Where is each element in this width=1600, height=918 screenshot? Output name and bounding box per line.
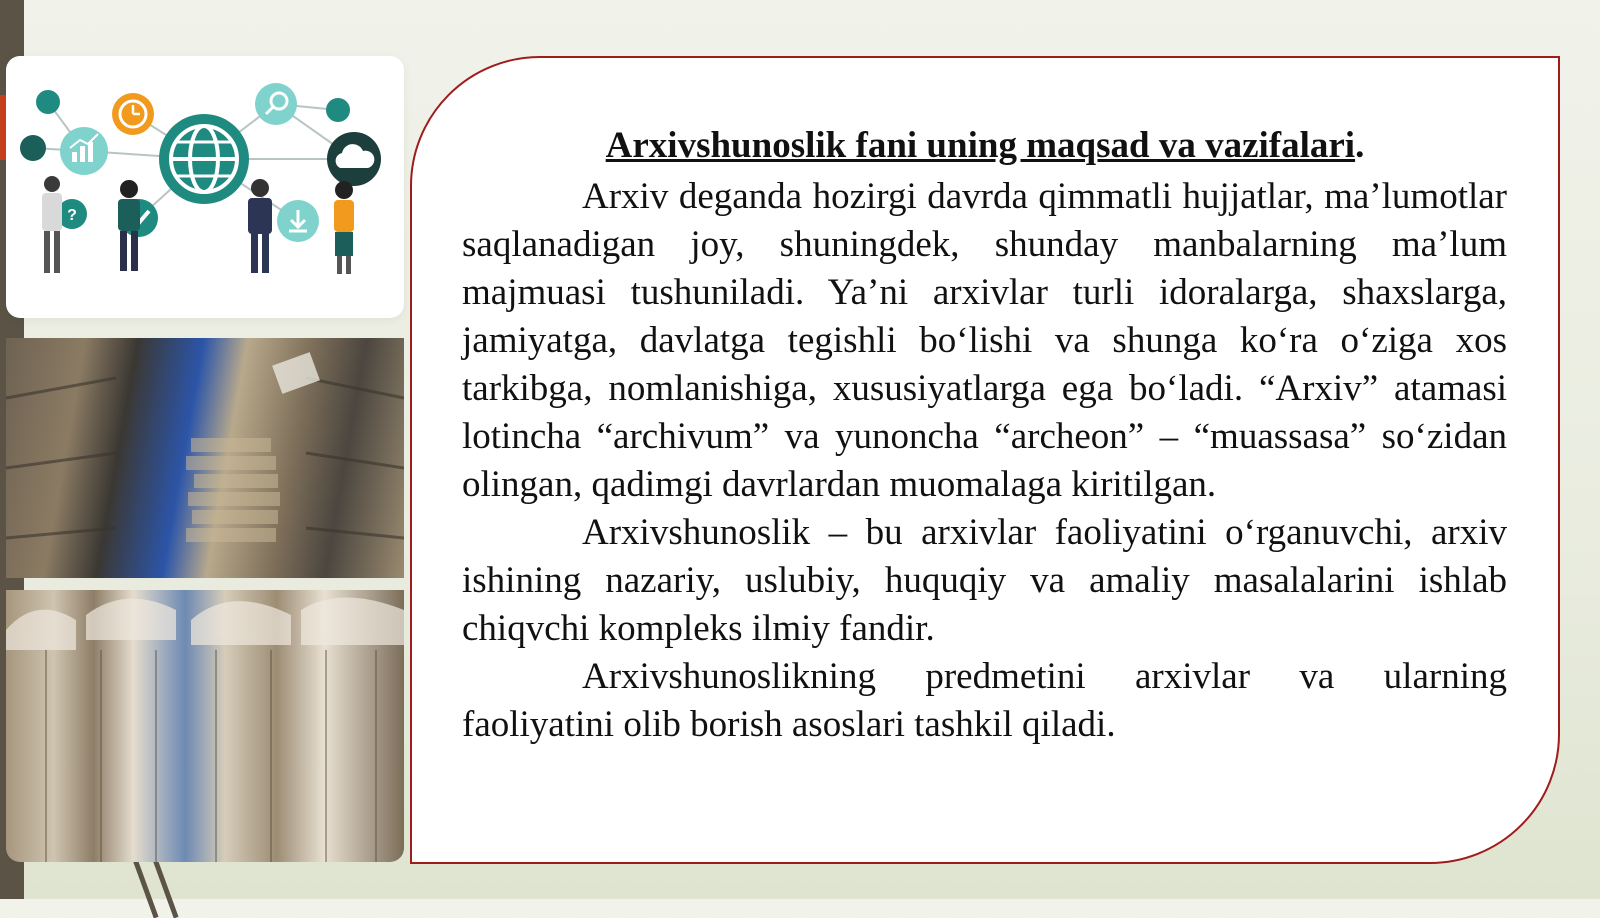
- paragraph-arxiv-definition: Arxiv deganda hozirgi davrda qimmatli hujjatlar, ma’lumotlar saqlanadigan joy, shuningdek, shunday manbalarning ma’lum majmuasi tushuniladi. Ya’ni arxivlar turli idoralarga, shaxslarga, jamiyatga, davlatga tegishli bo‘lishi va shunga ko‘ra o‘ziga xos tarkibga, nomlanishiga, xususiyatlarga ega bo‘ladi. “Arxiv” atamasi lotincha “archivum” va yunoncha “archeon” – “muassasa” so‘zidan olingan, qadimgi davrlardan muomalaga kiritilgan.: [462, 176, 1507, 505]
- paragraph-arxivshunoslik-definition: Arxivshunoslik – bu arxivlar faoliyatini o‘rganuvchi, arxiv ishining nazariy, uslubiy, huquqiy va amaliy masalalarini ishlab chiqvchi kompleks ilmiy fandir.: [462, 512, 1507, 649]
- person-figure: [248, 179, 272, 273]
- slide-title-period: .: [1355, 125, 1365, 166]
- person-figure: [42, 176, 62, 273]
- download-icon: [277, 200, 319, 242]
- svg-text:?: ?: [67, 207, 77, 224]
- person-figure: [334, 181, 354, 274]
- node-dot: [20, 135, 46, 161]
- node-dot: [36, 90, 60, 114]
- archive-folders-photo: [6, 590, 404, 862]
- archive-shelves-photo: [6, 338, 404, 578]
- globe-icon: [159, 114, 249, 204]
- chart-icon: [60, 127, 108, 175]
- clock-icon: [112, 93, 154, 135]
- cloud-icon: [327, 132, 381, 186]
- slide-body: [462, 173, 1507, 749]
- network-illustration: [6, 56, 404, 318]
- paragraph-arxivshunoslik-subject: Arxivshunoslikning predmetini arxivlar va ularning faoliyatini olib borish asoslari tashkil qiladi.: [462, 656, 1507, 745]
- slide-title-text: Arxivshunoslik fani uning maqsad va vazifalari: [605, 125, 1356, 166]
- node-dot: [326, 98, 350, 122]
- slide-title: [410, 124, 1560, 167]
- search-icon: [255, 83, 297, 125]
- network-infographic: [6, 56, 404, 318]
- person-figure: [118, 180, 140, 271]
